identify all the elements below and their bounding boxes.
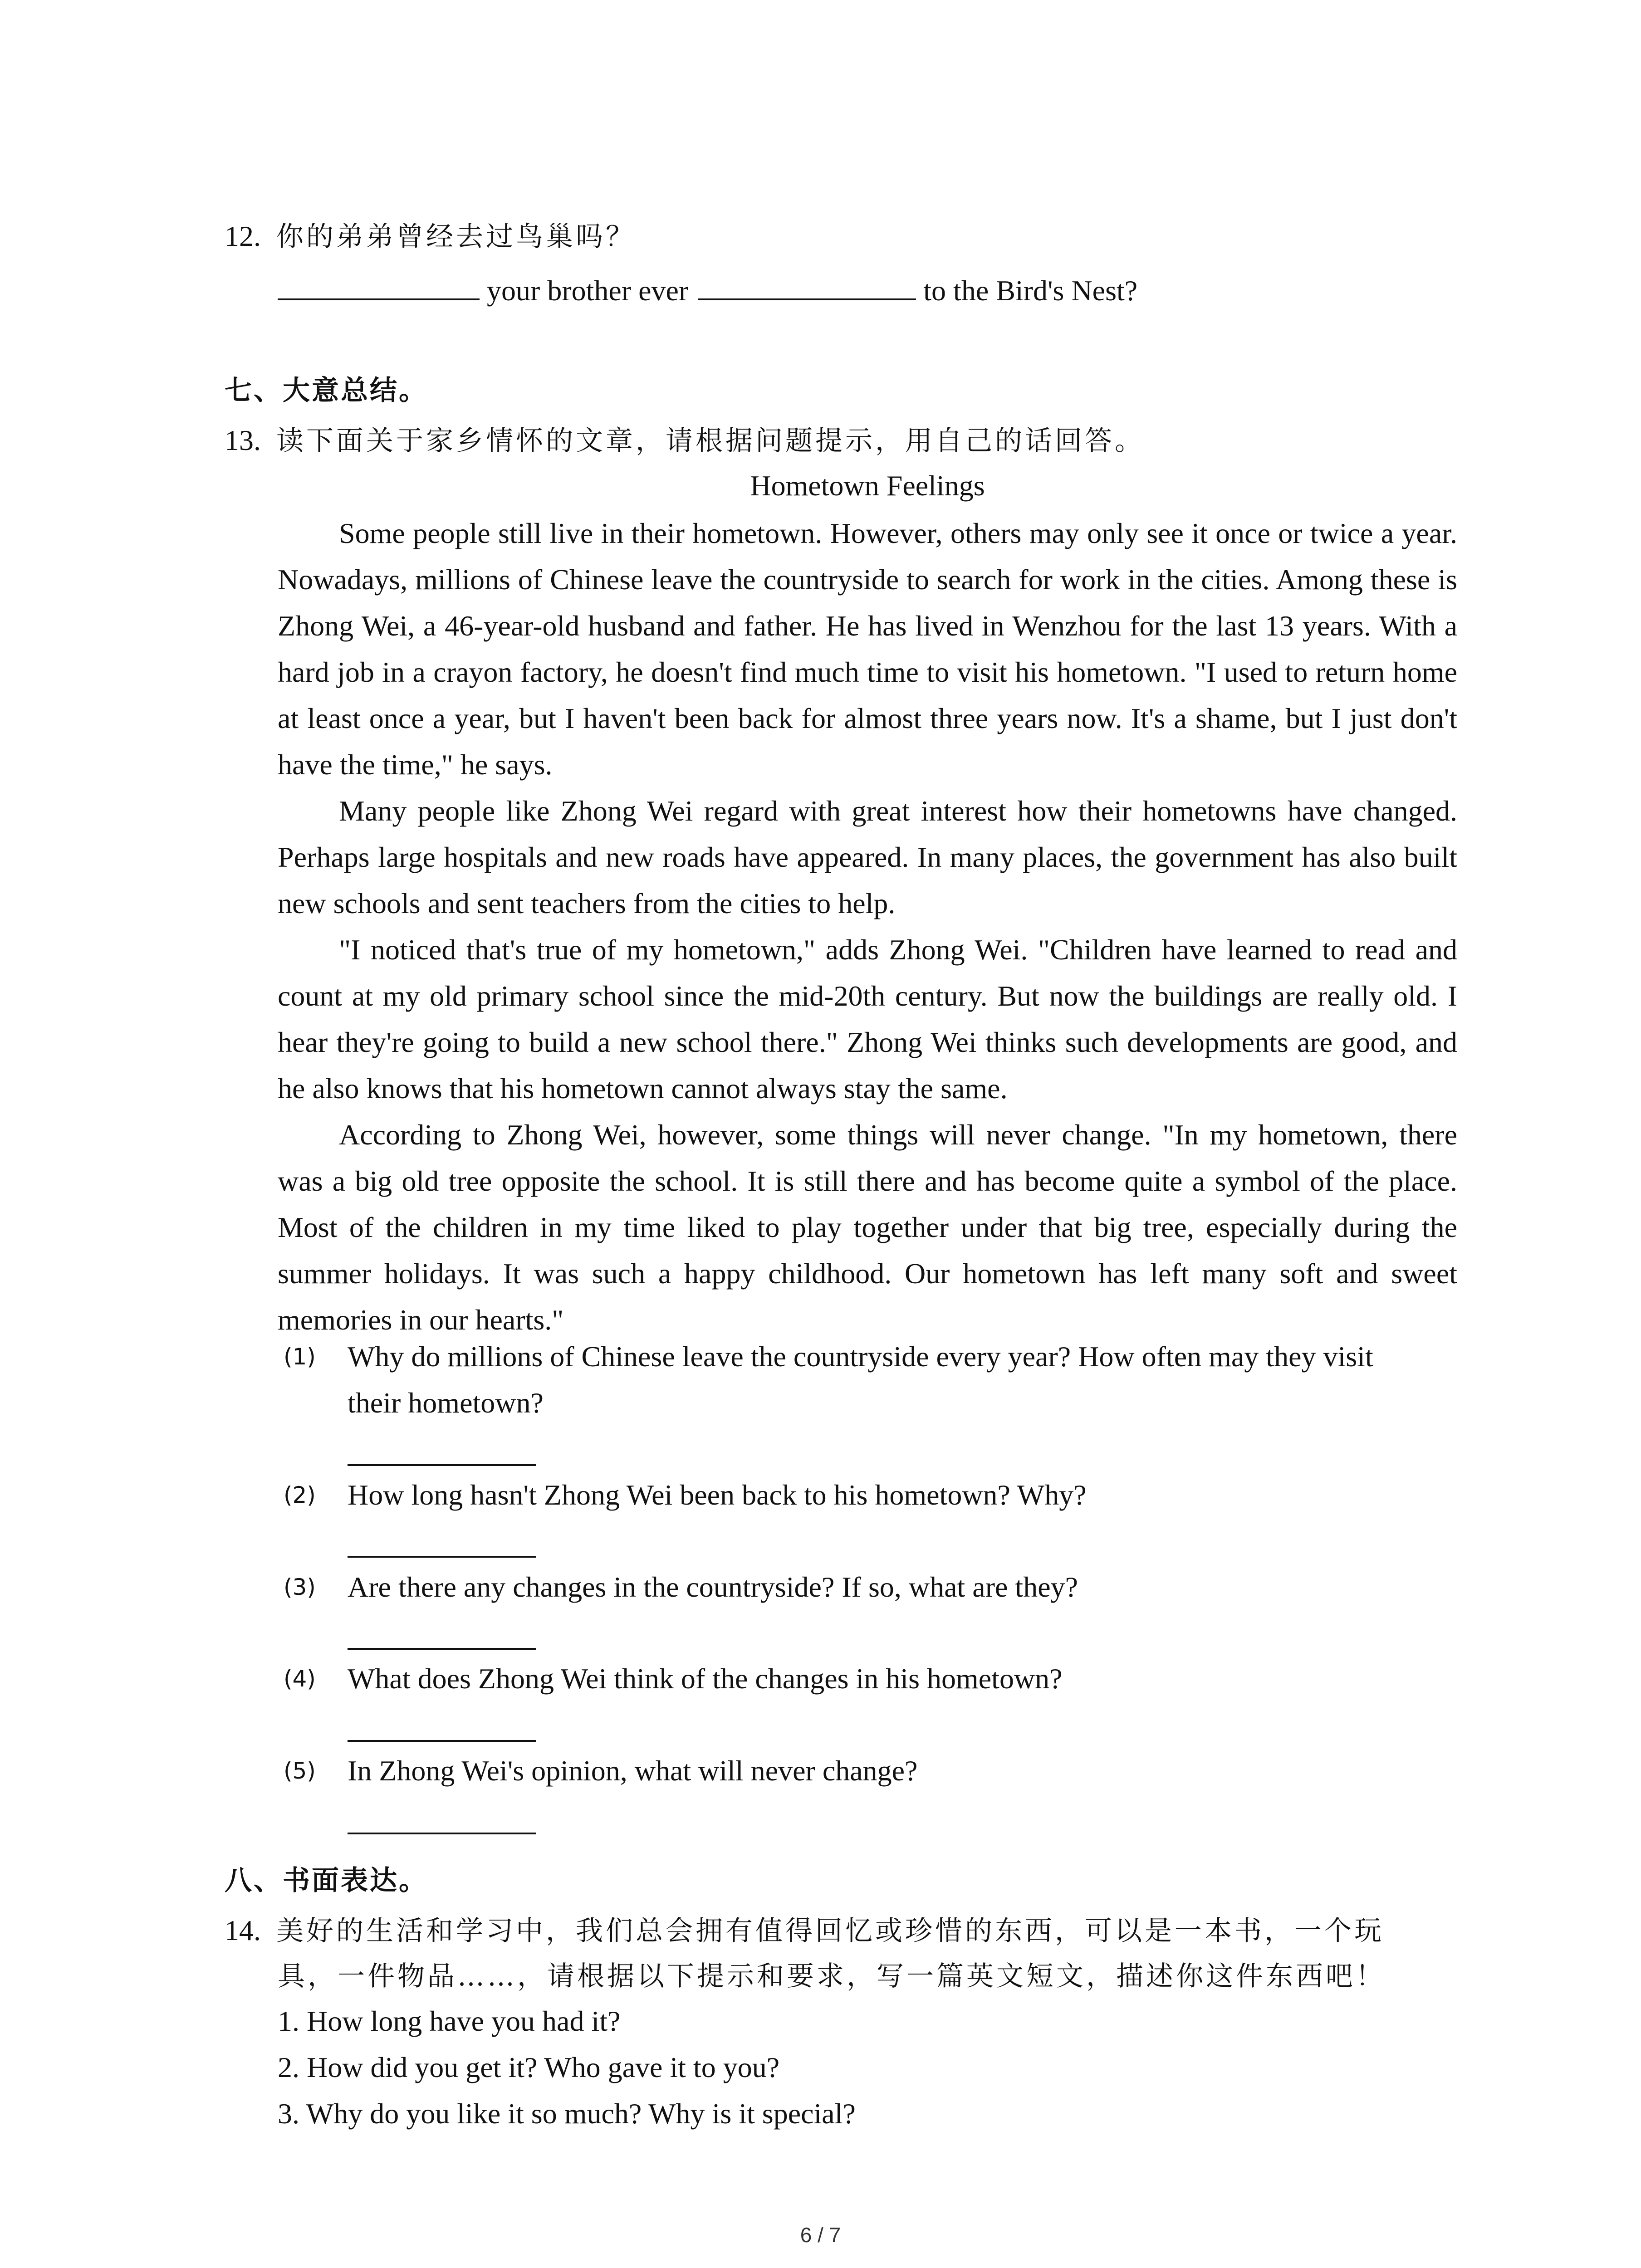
question-4-number: (4) — [284, 1666, 316, 1692]
answer-line-2[interactable] — [348, 1556, 536, 1558]
section7-heading: 七、大意总结。 — [225, 375, 428, 406]
q12-blank-1[interactable] — [278, 269, 480, 300]
passage-paragraph-3: "I noticed that's true of my hometown," adds Zhong Wei. "Children have learned to read and count at my old primary school since the mid-20th century. But now the buildings are really old. I hear they're going to build a new school there." Zhong Wei thinks such developments are good, and he also knows that his hometown cannot always stay the same. — [278, 934, 1457, 1105]
answer-line-5[interactable] — [348, 1833, 536, 1834]
answer-line-3[interactable] — [348, 1648, 536, 1650]
q12-line — [225, 213, 636, 260]
answer-line-1[interactable] — [348, 1464, 536, 1466]
q14-instruction-2: 具，一件物品……，请根据以下提示和要求，写一篇英文短文，描述你这件东西吧！ — [278, 1960, 1386, 1992]
question-5-number: (5) — [284, 1758, 316, 1784]
q14-prompt-2: 2. How did you get it? Who gave it to you? — [278, 2051, 780, 2083]
question-2-text: How long hasn't Zhong Wei been back to his hometown? Why? — [348, 1479, 1087, 1511]
q14-prompt-3: 3. Why do you like it so much? Why is it special? — [278, 2097, 856, 2130]
q14-number: 14. — [225, 1914, 261, 1946]
passage — [278, 510, 1457, 1343]
q13-instruction: 读下面关于家乡情怀的文章，请根据问题提示，用自己的话回答。 — [276, 425, 1145, 457]
question-3-number: (3) — [284, 1574, 316, 1600]
q12-part1: your brother ever — [487, 274, 689, 307]
q12-part2: to the Bird's Nest? — [923, 274, 1138, 307]
question-1-number: (1) — [284, 1344, 316, 1370]
q13-line — [225, 417, 1145, 464]
q14-prompt-1: 1. How long have you had it? — [278, 2005, 621, 2037]
page-number: 6 / 7 — [800, 2223, 841, 2247]
q14-instruction-1: 美好的生活和学习中，我们总会拥有值得回忆或珍惜的东西，可以是一本书，一个玩 — [276, 1915, 1384, 1947]
q14-instruction-line-2 — [278, 1953, 1386, 1999]
question-5-text: In Zhong Wei's opinion, what will never change? — [348, 1755, 918, 1787]
question-1-text: Why do millions of Chinese leave the countryside every year? How often may they visit — [348, 1340, 1373, 1373]
q12-answer-line — [278, 268, 1137, 314]
passage-title: Hometown Feelings — [750, 469, 985, 502]
answer-line-4[interactable] — [348, 1740, 536, 1742]
q13-number: 13. — [225, 424, 261, 456]
question-3-text: Are there any changes in the countryside? If so, what are they? — [348, 1571, 1078, 1603]
passage-paragraph-2: Many people like Zhong Wei regard with great interest how their hometowns have changed. Perhaps large hospitals and new roads have appeared. In many places, the government has also built new schools and sent teachers from the cities to help. — [278, 795, 1457, 919]
passage-paragraph-4: According to Zhong Wei, however, some things will never change. "In my hometown, there was a big old tree opposite the school. It is still there and has become quite a symbol of the place. Most of the children in my time liked to play together under that big tree, especially during the summer holidays. It was such a happy childhood. Our hometown has left many soft and sweet memories in our hearts." — [278, 1119, 1457, 1336]
passage-paragraph-1: Some people still live in their hometown. However, others may only see it once or twice a year. Nowadays, millions of Chinese leave the countryside to search for work in the cities. Among these is Zhong Wei, a 46-year-old husband and father. He has lived in Wenzhou for the last 13 years. With a hard job in a crayon factory, he doesn't find much time to visit his hometown. "I used to return home at least once a year, but I haven't been back for almost three years now. It's a shame, but I just don't have the time," he says. — [278, 517, 1457, 781]
question-4-text: What does Zhong Wei think of the changes in his hometown? — [348, 1662, 1063, 1695]
q12-chinese: 你的弟弟曾经去过鸟巢吗？ — [276, 221, 636, 253]
q12-blank-2[interactable] — [698, 269, 916, 300]
question-1-text-cont: their hometown? — [348, 1387, 544, 1419]
q14-line — [225, 1907, 1384, 1954]
question-2-number: (2) — [284, 1482, 316, 1508]
q12-number: 12. — [225, 220, 261, 252]
section8-heading: 八、书面表达。 — [225, 1865, 428, 1897]
